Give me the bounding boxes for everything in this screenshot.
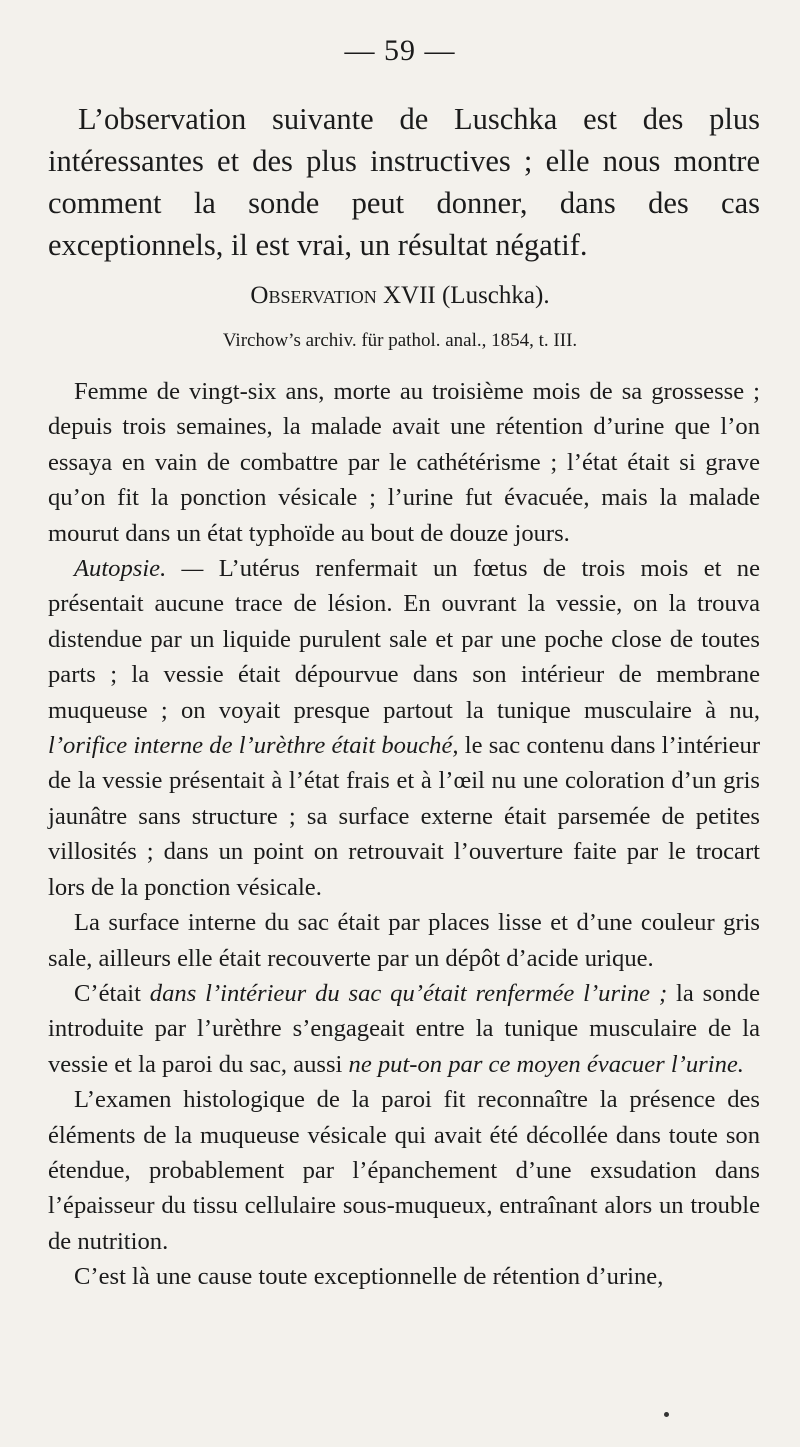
paragraph-autopsy	[48, 551, 760, 905]
urine-text-a: C’était	[74, 979, 150, 1007]
observation-label: Observation	[250, 282, 377, 309]
paragraph-case: Femme de vingt-six ans, morte au troisième mois de sa grossesse ; depuis trois semaines, la malade avait une rétention d’urine que l’on essaya en vain de combattre par le cathétérisme ; l’état était si grave qu’on fit la ponction vésicale ; l’urine fut évacuée, mais la malade mourut dans un état typhoïde au bout de douze jours.	[48, 378, 760, 547]
observation-number: XVII	[382, 282, 436, 309]
urine-text-b: la sonde introduite par l’urèthre s’engageait entre la tunique musculaire de la vessie et la paroi du sac, aussi	[48, 979, 761, 1078]
observation-title	[0, 282, 800, 310]
autopsy-emphasis: l’orifice interne de l’urèthre était bouché,	[48, 732, 459, 760]
autopsy-text-a: L’utérus renfermait un fœtus de trois mois et ne présentait aucune trace de lésion. En ouvrant la vessie, on la trouva distendue par un liquide purulent sale et par une poche close de toutes parts ; la vessie était dépourvue dans son intérieur de membrane muqueuse ; on voyait presque partout la tunique musculaire à nu,	[48, 555, 761, 724]
print-speck	[664, 1412, 669, 1417]
paragraph-urine-location	[48, 976, 760, 1082]
autopsy-text-b: le sac contenu dans l’intérieur de la vessie présentait à l’état frais et à l’œil nu une coloration d’un gris jaunâtre sans structure ; sa surface externe était parsemée de petites villosités ; dans un point on retrouvait l’ouverture faite par le trocart lors de la ponction vésicale.	[48, 732, 761, 901]
observation-author: (Luschka).	[441, 282, 550, 309]
paragraph-conclusion: C’est là une cause toute exceptionnelle de rétention d’urine,	[74, 1263, 664, 1291]
urine-emphasis-1: dans l’intérieur du sac qu’était renfermée l’urine ;	[149, 979, 668, 1007]
autopsy-heading: Autopsie. —	[74, 555, 204, 583]
urine-emphasis-2: ne put-on par ce moyen évacuer l’urine.	[348, 1050, 744, 1078]
intro-paragraph	[48, 98, 760, 266]
paragraph-histology: L’examen histologique de la paroi fit reconnaître la présence des éléments de la muqueuse vésicale qui avait été décollée dans toute son étendue, probablement par l’épanchement d’une exsudation dans l’épaisseur du tissu cellulaire sous-muqueux, entraînant alors un trouble de nutrition.	[48, 1086, 760, 1255]
observation-source: Virchow’s archiv. für pathol. anal., 1854, t. III.	[222, 330, 578, 351]
paragraph-internal-surface: La surface interne du sac était par places lisse et d’une couleur gris sale, ailleurs elle était recouverte par un dépôt d’acide urique.	[48, 909, 760, 972]
observation-body	[48, 374, 760, 1295]
intro-text: L’observation suivante de Luschka est des plus intéressantes et des plus instructives ; elle nous montre comment la sonde peut donner, dans des cas exceptionnels, il est vrai, un résultat négatif.	[48, 102, 760, 262]
page-number: — 59 —	[344, 34, 456, 67]
